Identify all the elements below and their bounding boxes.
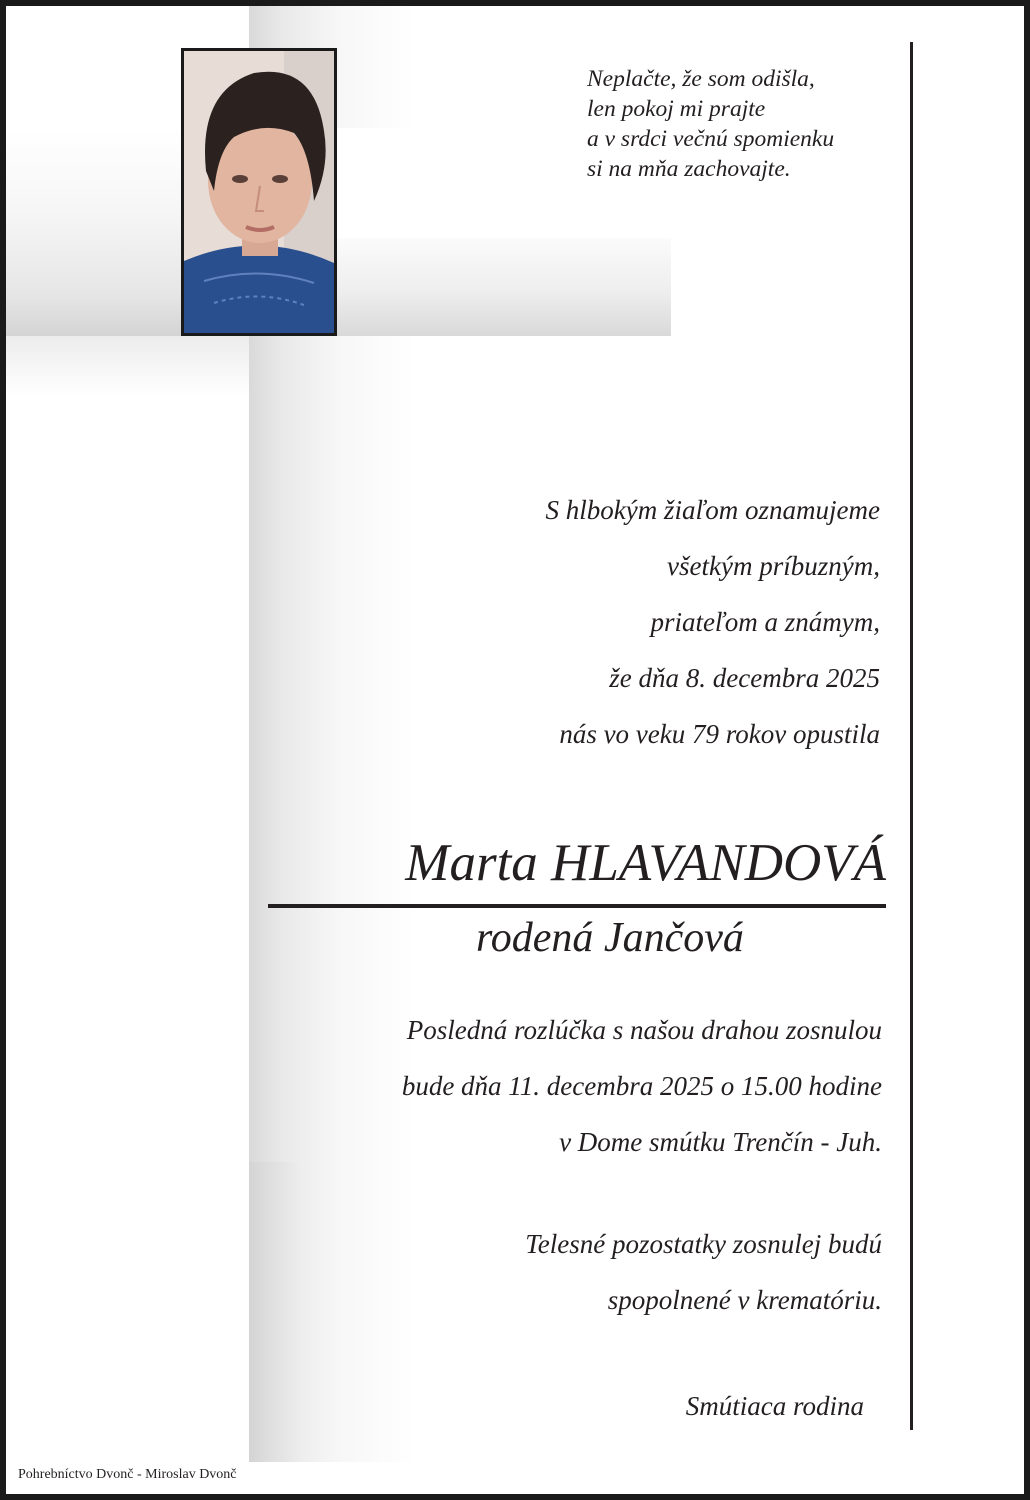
maiden-name: rodená Jančová	[476, 915, 744, 961]
remains-line: Telesné pozostatky zosnulej budú	[525, 1229, 882, 1259]
announcement-line: všetkým príbuzným,	[667, 551, 880, 581]
cremation-note	[406, 1216, 882, 1328]
family-signoff: Smútiaca rodina	[685, 1391, 864, 1421]
portrait-image	[184, 51, 334, 333]
announcement-line: že dňa 8. decembra 2025	[609, 663, 880, 693]
farewell-line: v Dome smútku Trenčín - Juh.	[559, 1127, 882, 1157]
vertical-divider	[910, 42, 913, 1430]
cross-shade-left	[6, 336, 249, 396]
memorial-poem	[587, 64, 907, 184]
cross-vertical-shadow	[249, 1162, 304, 1462]
farewell-line: Posledná rozlúčka s našou drahou zosnulou	[406, 1015, 882, 1045]
poem-line: a v srdci večnú spomienku	[587, 126, 835, 152]
deceased-name: Marta HLAVANDOVÁ	[405, 834, 886, 892]
poem-line: Neplačte, že som odišla,	[587, 66, 815, 92]
portrait-photo	[181, 48, 337, 336]
announcement-line: S hlbokým žiaľom oznamujeme	[545, 495, 880, 525]
poem-line: si na mňa zachovajte.	[587, 156, 791, 182]
funeral-details	[306, 1002, 882, 1170]
name-underline	[268, 904, 886, 908]
announcement-line: priateľom a známym,	[650, 607, 880, 637]
farewell-line: bude dňa 11. decembra 2025 o 15.00 hodine	[401, 1071, 882, 1101]
death-announcement	[426, 482, 880, 762]
funeral-home-credit: Pohrebníctvo Dvonč - Miroslav Dvonč	[18, 1467, 237, 1482]
cross-horizontal-right	[336, 238, 671, 336]
remains-line: spopolnené v krematóriu.	[607, 1285, 882, 1315]
announcement-line: nás vo veku 79 rokov opustila	[559, 719, 880, 749]
poem-line: len pokoj mi prajte	[587, 96, 766, 122]
